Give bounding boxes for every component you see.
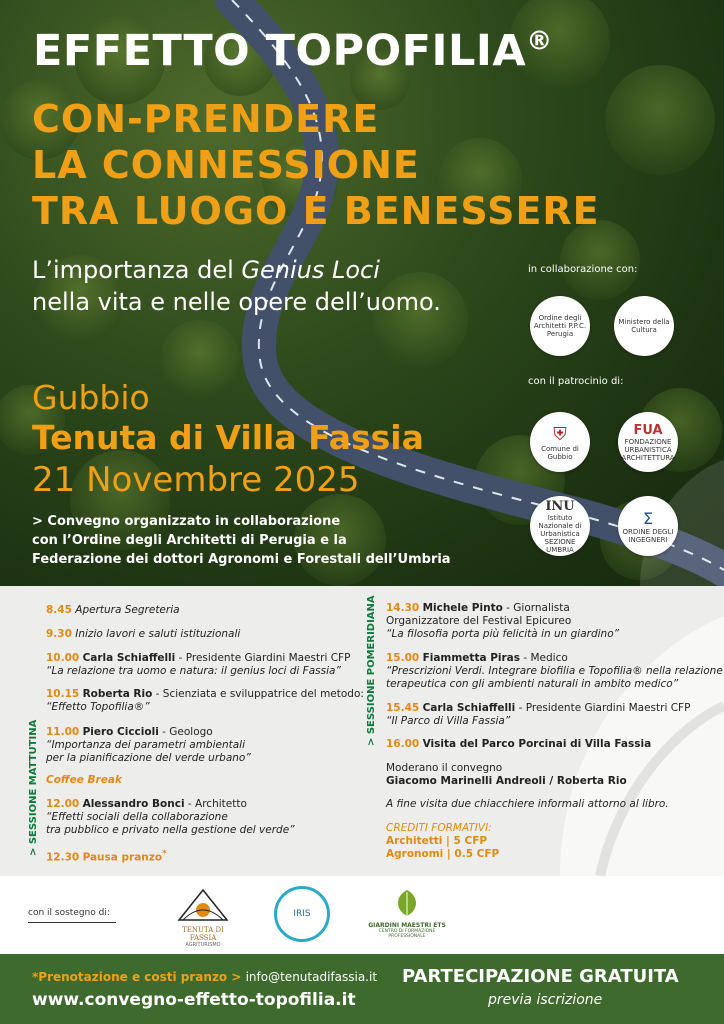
registration-note: previa iscrizione	[488, 992, 603, 1008]
footer-bar	[0, 954, 724, 1024]
main-title: EFFETTO TOPOFILIA®	[33, 26, 553, 76]
fua-logo: FUA FONDAZIONE URBANISTICA ARCHITETTURA	[618, 412, 678, 472]
registered-mark: ®	[526, 26, 553, 57]
closing-note: A fine visita due chiacchiere informali attorno al libro.	[386, 798, 669, 810]
afternoon-item-1600: 16.00 Visita del Parco Porcinai di Villa Fassia	[386, 738, 652, 750]
subtitle-line-2: LA CONNESSIONE	[32, 143, 420, 187]
lead-text: L’importanza del Genius Loci nella vita e nelle opere dell’uomo.	[32, 256, 441, 316]
sponsor-label: con il sostegno di:	[28, 908, 110, 918]
event-venue: Tenuta di Villa Fassia	[32, 418, 424, 457]
morning-item-1200: 12.00 Alessandro Bonci - Architetto “Effetti sociali della collaborazione tra pubblico e privato nella gestione del verde”	[46, 798, 295, 836]
comune-gubbio-logo: ⛨ Comune di Gubbio	[530, 412, 590, 472]
morning-item-0930: 9.30 Inizio lavori e saluti istituzionali	[46, 628, 241, 640]
leaf-icon	[393, 888, 421, 918]
moderators: Moderano il convegno Giacomo Marinelli Andreoli / Roberta Rio	[386, 762, 627, 787]
sigma-icon: Σ	[642, 508, 654, 528]
organizer-note: > Convegno organizzato in collaborazione con l’Ordine degli Architetti di Perugia e la Federazione dei dottori Agronomi e Forestali dell’Umbria	[32, 514, 451, 567]
coffee-break: Coffee Break	[46, 774, 122, 786]
morning-item-1230: 12.30 Pausa pranzo*	[46, 849, 167, 864]
credits: CREDITI FORMATIVI: Architetti | 5 CFP Agronomi | 0.5 CFP	[386, 822, 500, 860]
tenuta-fassia-logo: TENUTA DI FASSIA AGRITURISMO	[170, 886, 236, 948]
subtitle-line-3: TRA LUOGO E BENESSERE	[32, 189, 600, 233]
event-city: Gubbio	[32, 378, 150, 417]
program-section	[0, 586, 724, 876]
event-date: 21 Novembre 2025	[32, 460, 360, 500]
free-participation: PARTECIPAZIONE GRATUITA	[402, 966, 679, 987]
giardini-maestri-logo: GIARDINI MAESTRI ETS CENTRO DI FORMAZIONE PROFESSIONALE	[362, 888, 452, 939]
booking-line: *Prenotazione e costi pranzo > info@tenutadifassia.it	[32, 970, 378, 984]
morning-item-1000: 10.00 Carla Schiaffelli - Presidente Giardini Maestri CFP “La relazione tra uomo e natura: il genius loci di Fassia”	[46, 652, 351, 677]
afternoon-item-1430: 14.30 Michele Pinto - Giornalista Organizzatore del Festival Epicureo “La filosofia porta più felicità in un giardino”	[386, 602, 620, 640]
morning-item-1015: 10.15 Roberta Rio - Scienziata e sviluppatrice del metodo: “Effetto Topofilia®”	[46, 688, 364, 713]
collaboration-label: in collaborazione con:	[528, 264, 638, 275]
sponsor-divider	[28, 922, 116, 923]
architects-order-logo: Ordine degli Architetti P.P.C. Perugia	[530, 296, 590, 356]
inu-logo: INU Istituto Nazionale di Urbanistica SEZIONE UMBRIA	[530, 496, 590, 556]
morning-session-label: > SESSIONE MATTUTINA	[28, 719, 39, 856]
booking-email-link[interactable]: info@tenutadifassia.it	[245, 970, 378, 984]
sunburst-icon	[175, 886, 231, 922]
morning-item-1100: 11.00 Piero Ciccioli - Geologo “Importanza dei parametri ambientali per la pianificazione del verde urbano”	[46, 726, 251, 764]
afternoon-session-label: > SESSIONE POMERIDIANA	[366, 595, 377, 746]
crest-icon: ⛨	[553, 423, 567, 445]
sponsor-strip	[0, 876, 724, 954]
subtitle-line-1: CON-PRENDERE	[32, 97, 380, 141]
engineers-order-logo: Σ ORDINE DEGLI INGEGNERI	[618, 496, 678, 556]
patronage-label: con il patrocinio di:	[528, 376, 624, 387]
morning-item-0845: 8.45 Apertura Segreteria	[46, 604, 180, 616]
website-link[interactable]: www.convegno-effetto-topofilia.it	[32, 990, 356, 1010]
afternoon-item-1500: 15.00 Fiammetta Piras - Medico “Prescrizioni Verdi. Integrare biofilia e Topofilia® nella relazione terapeutica con gli ambienti naturali in ambito medico”	[386, 652, 723, 690]
iris-logo: IRIS	[274, 886, 330, 942]
afternoon-item-1545: 15.45 Carla Schiaffelli - Presidente Giardini Maestri CFP “Il Parco di Villa Fassia”	[386, 702, 691, 727]
ministry-culture-logo: Ministero della Cultura	[614, 296, 674, 356]
